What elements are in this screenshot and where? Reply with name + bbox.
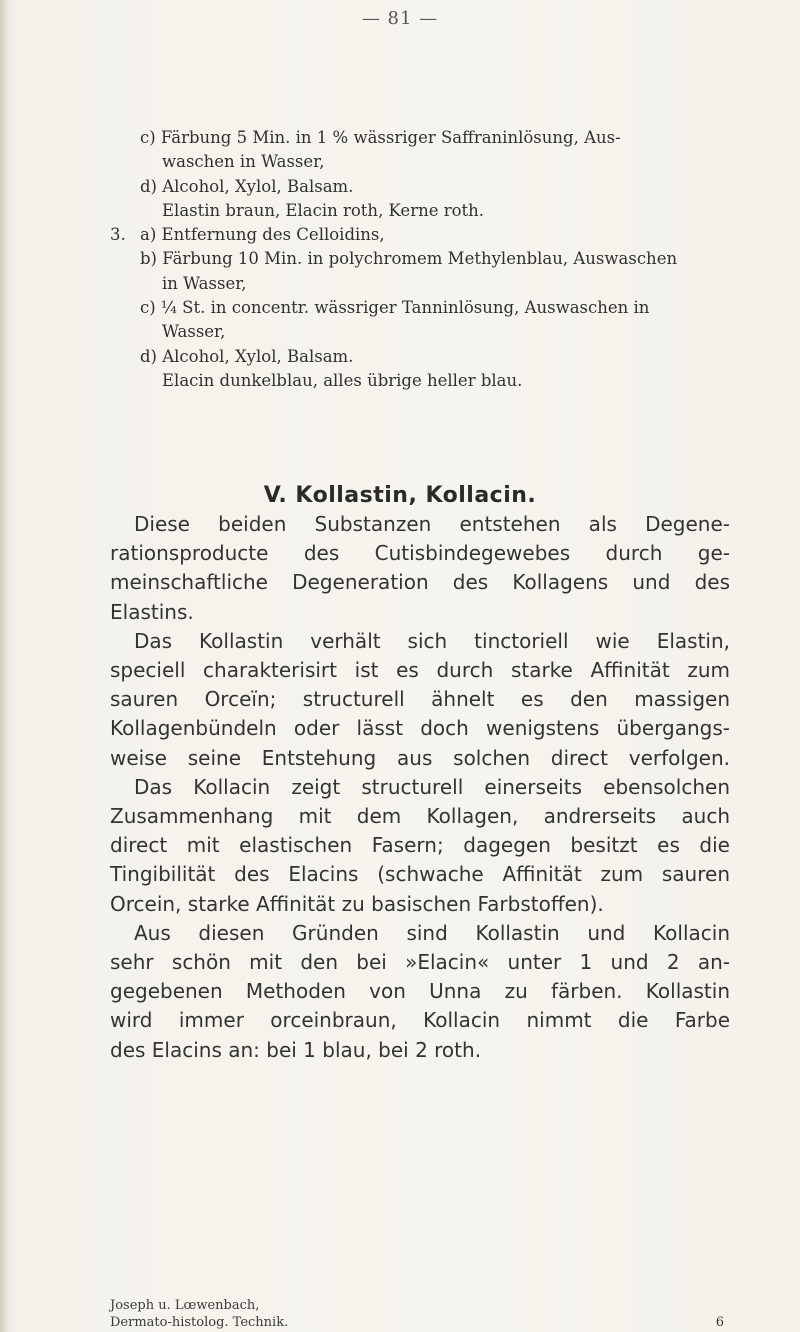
body-line: Kollagenbündeln oder lässt doch wenigstens übergangs- <box>110 716 730 741</box>
body-line: des Elacins an: bei 1 blau, bei 2 roth. <box>110 1037 482 1062</box>
body-line: gegebenen Methoden von Unna zu färben. Kollastin <box>110 979 730 1004</box>
body-line: Elastins. <box>110 599 194 624</box>
list-number: 3. <box>110 225 126 245</box>
list-line <box>110 296 730 320</box>
procedure-list <box>110 126 730 393</box>
list-line <box>110 369 730 393</box>
list-line <box>110 320 730 344</box>
list-line <box>110 272 730 296</box>
signature-mark: 6 <box>715 1315 724 1330</box>
body-line: Das Kollastin verhält sich tinctoriell wie Elastin, <box>134 628 730 653</box>
list-text: a) Entfernung des Celloidins, <box>140 225 385 245</box>
body-line: Das Kollacin zeigt structurell einerseits ebensolchen <box>134 774 730 799</box>
page-gutter-edge <box>0 0 8 1332</box>
body-line: Tingibilität des Elacins (schwache Affinität zum sauren <box>110 862 730 887</box>
body-line: meinschaftliche Degeneration des Kollagens und des <box>110 570 730 595</box>
body-line: sehr schön mit den bei »Elacin« unter 1 und 2 an- <box>110 950 730 975</box>
body-paragraphs <box>110 510 730 1065</box>
body-line: weise seine Entstehung aus solchen direct verfolgen. <box>110 745 730 770</box>
list-line <box>110 126 730 150</box>
body-line: Orcein, starke Affinität zu basischen Farbstoffen). <box>110 891 604 916</box>
page-footer <box>110 1297 730 1331</box>
body-line: direct mit elastischen Fasern; dagegen besitzt es die <box>110 833 730 858</box>
body-line: Diese beiden Substanzen entstehen als Degene- <box>134 512 730 536</box>
list-text: c) Färbung 5 Min. in 1 % wässriger Saffraninlösung, Aus- <box>140 128 621 147</box>
list-text: Elacin dunkelblau, alles übrige heller blau. <box>162 370 523 390</box>
body-line: speciell charakterisirt ist es durch starke Affinität zum <box>110 658 730 683</box>
list-text: in Wasser, <box>162 273 247 293</box>
list-text: Wasser, <box>162 322 226 342</box>
list-text: c) ¼ St. in concentr. wässriger Tanninlösung, Auswaschen in <box>140 298 650 318</box>
page-number: — 81 — <box>361 8 439 29</box>
footer-author: Joseph u. Lœwenbach, <box>110 1298 260 1313</box>
list-line <box>110 345 730 369</box>
body-line: Zusammenhang mit dem Kollagen, andrerseits auch <box>110 804 730 829</box>
list-line <box>110 175 730 199</box>
list-text: d) Alcohol, Xylol, Balsam. <box>140 176 354 196</box>
list-text: Elastin braun, Elacin roth, Kerne roth. <box>162 200 485 220</box>
list-line <box>110 223 730 247</box>
list-line <box>110 199 730 223</box>
section-heading: V. Kollastin, Kollacin. <box>263 483 537 508</box>
list-line <box>110 247 730 271</box>
body-line: wird immer orceinbraun, Kollacin nimmt die Farbe <box>110 1008 730 1033</box>
list-text: waschen in Wasser, <box>162 152 325 172</box>
footer-title: Dermato-histolog. Technik. <box>110 1315 289 1330</box>
list-text: b) Färbung 10 Min. in polychromem Methylenblau, Auswaschen <box>140 249 678 269</box>
body-line: Aus diesen Gründen sind Kollastin und Kollacin <box>134 920 730 945</box>
list-line <box>110 150 730 174</box>
body-line: sauren Orceïn; structurell ähnelt es den massigen <box>110 687 730 712</box>
list-text: d) Alcohol, Xylol, Balsam. <box>140 346 354 366</box>
body-line: rationsproducte des Cutisbindegewebes durch ge- <box>110 541 730 566</box>
